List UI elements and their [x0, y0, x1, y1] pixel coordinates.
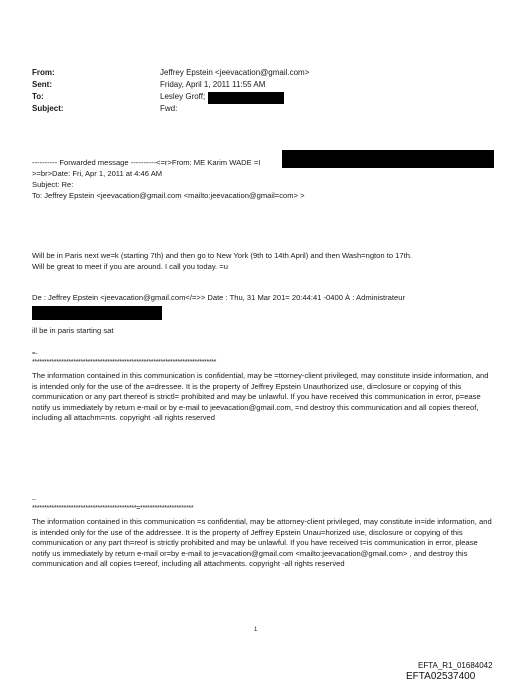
- message-line-1: Will be in Paris next we=k (starting 7th) and then go to New York (9th to 14th April) and then Wash=ngton to 17th.: [32, 251, 413, 260]
- quoted-reply: ill be in paris starting sat: [32, 326, 114, 335]
- forwarded-line-to: To: Jeffrey Epstein <jeevacation@gmail.com <mailto:jeevacation@gmail=com> >: [32, 191, 305, 200]
- disclaimer-2-marker: --: [32, 497, 36, 503]
- disclaimer-1-text: The information contained in this communication is confidential, may be =ttorney-client privileged, may constitute inside information, and is intended only for the use of the a=dressee. It is the property of Jeffrey Epstein Unauthorized use, di=closure or copying of this communication or any part thereof is strictl= prohibited and may be unlawful. If you have received this communication in error, p=ease notify us immediately by return e-mail or by e-mail to jeevacation@gmail.com, =nd destroy this communication and all copies thereof, including all attachm=nts. copyright -all rights reserved: [32, 371, 489, 423]
- disclaimer-2-separator: *******************************************=**********************: [32, 505, 194, 512]
- forwarded-line-from: ---------- Forwarded message ----------<=r>From: ME Karim WADE =I: [32, 158, 261, 167]
- message-line-2: Will be great to meet if you are around. I call you today. =u: [32, 262, 228, 271]
- footer-id-1: EFTA_R1_01684042: [418, 661, 493, 670]
- disclaimer-2-text: The information contained in this communication =s confidential, may be attorney-client privileged, may constitute in=ide information, and is intended only for the use of the addressee. It is the property of Jeffrey Epstein Unau=horized use, disclosure or copying of this communication or any part th=reof is strictly prohibited and may be unlawful. If you have received t=is communication in error, please notify us immediately by return e-mail or=by e-mail to je=vacation@gmail.com <mailto:jeevacation@gmail.com> , and destroy this communication and all copies t=ereof, including all attachments. copyright -all rights reserved: [32, 517, 492, 569]
- footer-id-2: EFTA02537400: [406, 671, 476, 682]
- redaction-to: [208, 92, 284, 104]
- from-value: Jeffrey Epstein <jeevacation@gmail.com>: [160, 68, 310, 77]
- to-label: To:: [32, 92, 44, 101]
- from-label: From:: [32, 68, 55, 77]
- page-number: 1: [254, 627, 258, 633]
- disclaimer-1-marker: =-: [32, 351, 38, 357]
- to-value: Lesley Groff;: [160, 92, 206, 101]
- quoted-header-line: De : Jeffrey Epstein <jeevacation@gmail.com</=>> Date : Thu, 31 Mar 201= 20:44:41 -0400 À : Administrateur: [32, 293, 405, 302]
- disclaimer-1-separator: ****************************************************************************: [32, 359, 217, 366]
- forwarded-line-date: >=br>Date: Fri, Apr 1, 2011 at 4:46 AM: [32, 169, 163, 178]
- redaction-quoted: [32, 306, 162, 320]
- sent-label: Sent:: [32, 80, 52, 89]
- redaction-from: [282, 150, 494, 168]
- subject-value: Fwd:: [160, 104, 178, 113]
- sent-value: Friday, April 1, 2011 11:55 AM: [160, 80, 266, 89]
- subject-label: Subject:: [32, 104, 64, 113]
- forwarded-line-subject: Subject: Re:: [32, 180, 74, 189]
